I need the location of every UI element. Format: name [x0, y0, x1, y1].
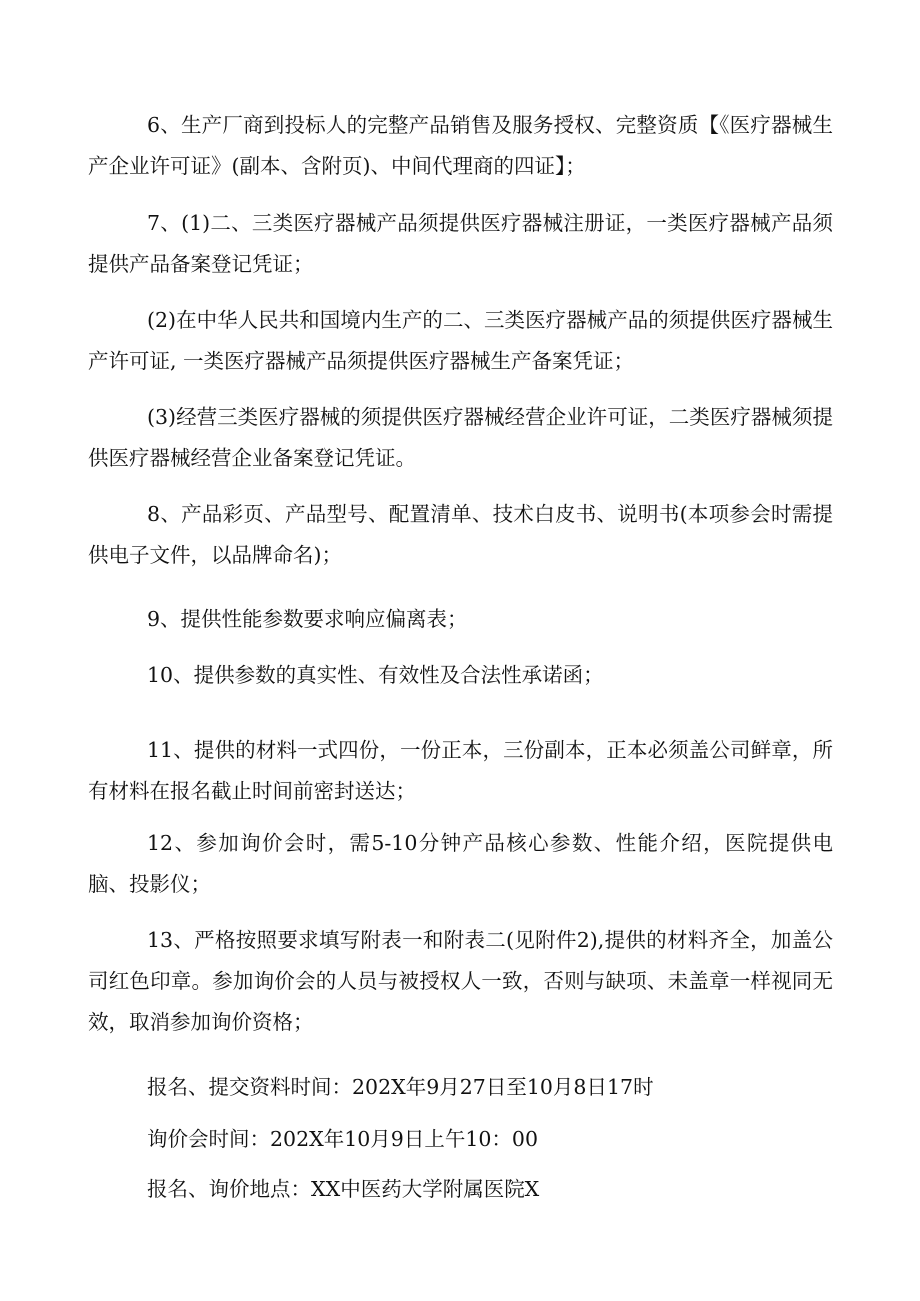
inquiry-time: 询价会时间：202X年10月9日上午10：00: [147, 1127, 539, 1151]
item-8: 8、产品彩页、产品型号、配置清单、技术白皮书、说明书(本项参会时需提供电子文件，以品牌命名)；: [88, 502, 833, 567]
item-7-1: 7、(1)二、三类医疗器械产品须提供医疗器械注册证，一类医疗器械产品须提供产品备案登记凭证；: [88, 211, 833, 276]
item-11: 11、提供的材料一式四份，一份正本，三份副本，正本必须盖公司鲜章，所有材料在报名截止时间前密封送达；: [88, 738, 833, 803]
item-6: 6、生产厂商到投标人的完整产品销售及服务授权、完整资质【《医疗器械生产企业许可证》(副本、含附页)、中间代理商的四证】；: [88, 113, 833, 178]
item-12: 12、参加询价会时，需5-10分钟产品核心参数、性能介绍，医院提供电脑、投影仪；: [88, 831, 833, 896]
registration-time: 报名、提交资料时间：202X年9月27日至10月8日17时: [147, 1075, 654, 1099]
item-9: 9、提供性能参数要求响应偏离表；: [147, 607, 468, 631]
item-10: 10、提供参数的真实性、有效性及合法性承诺函；: [147, 663, 604, 687]
location: 报名、询价地点：XX中医药大学附属医院X: [147, 1177, 540, 1201]
item-7-2: (2)在中华人民共和国境内生产的二、三类医疗器械产品的须提供医疗器械生产许可证, 一类医疗器械产品须提供医疗器械生产备案凭证；: [88, 308, 833, 373]
item-13: 13、严格按照要求填写附表一和附表二(见附件2),提供的材料齐全，加盖公司红色印章。参加询价会的人员与被授权人一致，否则与缺项、未盖章一样视同无效，取消参加询价资格；: [88, 928, 833, 1034]
item-7-3: (3)经营三类医疗器械的须提供医疗器械经营企业许可证，二类医疗器械须提供医疗器械经营企业备案登记凭证。: [88, 405, 833, 470]
